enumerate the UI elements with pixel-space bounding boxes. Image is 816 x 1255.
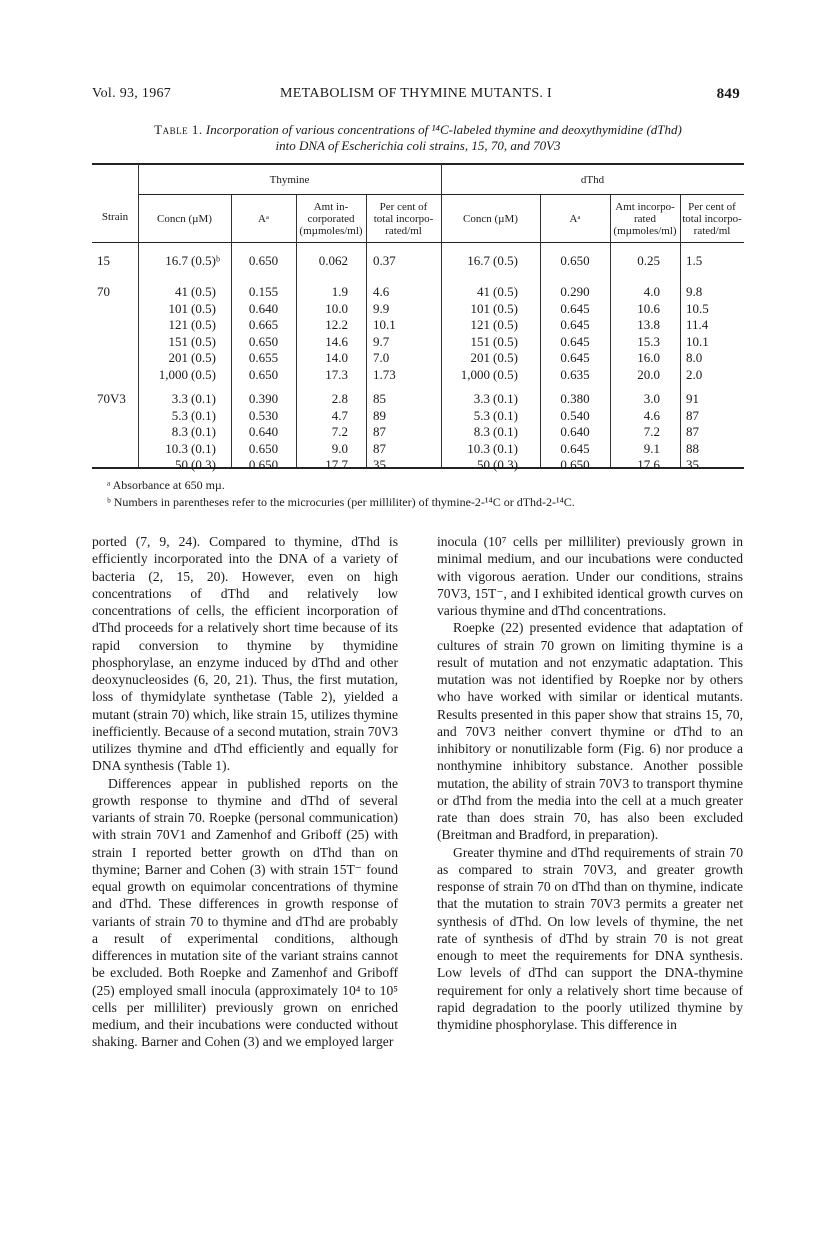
- table-cell-d-ci: (0.1): [493, 407, 518, 423]
- table-cell-d-amt: 4.6: [643, 407, 660, 423]
- table-cell-t-pct: 9.9: [373, 300, 390, 316]
- table-cell-t-conc: 1,000: [158, 366, 188, 382]
- table-cell-t-ci: (0.1): [191, 424, 216, 439]
- table-cell-d-conc: 8.3: [473, 424, 490, 439]
- header-dthd-concn: Concn (µM): [463, 213, 518, 225]
- table-cell-t-conc: 121: [168, 317, 188, 332]
- header-bottom-rule: [92, 242, 744, 243]
- table-cell-t-a: 0.530: [248, 407, 279, 423]
- table-cell-t-amt: 0.062: [318, 253, 348, 268]
- header-dthd-absorbance: Aᵃ: [569, 213, 581, 225]
- table-cell-t-pct: 10.1: [373, 317, 396, 332]
- table-cell-strain: 15: [97, 253, 110, 268]
- table-cell-t-conc: 50: [175, 457, 188, 472]
- table-cell-strain: [97, 440, 137, 457]
- header-thymine-percent: Per cent of total incorpo- rated/ml: [373, 201, 434, 237]
- running-header: [92, 86, 740, 106]
- table-cell-t-ci: (0.1): [191, 407, 216, 423]
- table-cell-d-a: 0.635: [560, 366, 590, 382]
- table-cell-t-conc: 151: [168, 333, 188, 349]
- table-cell-d-pct: 87: [686, 424, 699, 439]
- right-column: [437, 533, 743, 1033]
- table-cell-t-amt: 9.0: [331, 440, 348, 456]
- header-dthd-amount: Amt incorpo- rated (mµmoles/ml): [613, 201, 677, 237]
- col-divider: [138, 164, 139, 467]
- volume-label: Vol. 93, 1967: [92, 86, 172, 101]
- caption-line-2: into DNA of Escherichia coli strains, 15, 70, and 70V3: [275, 138, 561, 153]
- table-cell-t-pct: 89: [373, 407, 386, 423]
- table-cell-strain: [97, 300, 137, 317]
- table-cell-d-a: 0.540: [560, 407, 590, 423]
- table-cell-d-ci: (0.5): [493, 333, 518, 349]
- table-cell-t-conc: 41: [175, 284, 188, 299]
- table-cell-d-amt: 3.0: [643, 391, 660, 406]
- table-cell-d-a: 0.645: [560, 317, 590, 332]
- header-thymine-group: Thymine: [269, 174, 310, 186]
- table-cell-d-pct: 1.5: [686, 253, 703, 268]
- table-cell-d-a: 0.380: [560, 391, 590, 406]
- table-cell-d-pct: 91: [686, 391, 699, 406]
- table-cell-t-pct: 35: [373, 457, 386, 472]
- table-cell-t-amt: 17.3: [325, 366, 348, 382]
- table-cell-t-ci: (0.5): [191, 350, 216, 365]
- table-cell-d-a: 0.290: [560, 284, 590, 299]
- paragraph: Roepke (22) presented evidence that adaptation of cultures of strain 70 grown on limiting thymine is a result of mutation and not enzymatic adaptation. This mutation was not identified by Roepke nor by others who have worked with similar or identical mutants. Results presented in this paper show that strains 15, 70, and 70V3 neither convert thymine or dThd to an inhibitory or nonutilizable form (Fig. 6) nor produce a nonthymine inhibitory substance. Another possible mutation, the ability of strain 70V3 to transport thymine or dThd from the media into the cell at a much greater rate than does strain 70, has also been excluded (Breitman and Bradford, in preparation).: [437, 620, 743, 843]
- table-cell-d-ci: (0.5): [493, 366, 518, 382]
- table-cell-d-conc: 5.3: [473, 407, 490, 423]
- table-cell-strain: 70V3: [97, 391, 126, 406]
- table-cell-d-ci: (0.1): [493, 440, 518, 456]
- table-cell-t-amt: 7.2: [331, 424, 348, 439]
- table-cell-d-amt: 0.25: [637, 253, 660, 268]
- table-cell-t-conc: 8.3: [171, 424, 188, 439]
- table-cell-d-amt: 4.0: [643, 284, 660, 299]
- table-cell-d-ci: (0.5): [493, 350, 518, 365]
- table-cell-t-a: 0.655: [248, 350, 279, 365]
- table-cell-t-conc: 5.3: [171, 407, 188, 423]
- table-cell-d-pct: 9.8: [686, 284, 703, 299]
- table-cell-strain: 70: [97, 284, 110, 299]
- table-cell-t-pct: 85: [373, 391, 386, 406]
- table-cell-t-ci: (0.5): [191, 284, 216, 299]
- header-thymine-amount: Amt in- corporated (mµmoles/ml): [299, 201, 363, 237]
- table-cell-t-conc: 201: [168, 350, 188, 365]
- table-cell-t-amt: 2.8: [331, 391, 348, 406]
- table-cell-t-pct: 9.7: [373, 333, 390, 349]
- table-cell-d-ci: (0.5): [493, 300, 518, 316]
- paragraph: inocula (10⁷ cells per milliliter) previously grown in minimal medium, and our incubations were conducted with vigorous aeration. Under our conditions, strains 70V3, 15T⁻, and I exhibited identical growth curves on various thymine and dThd concentrations.: [437, 534, 743, 618]
- table-cell-d-amt: 10.6: [637, 300, 660, 316]
- table-cell-strain: [97, 366, 137, 383]
- table-cell-t-ci: (0.5): [191, 366, 216, 382]
- table-cell-strain: [97, 333, 137, 350]
- table-cell-d-conc: 3.3: [473, 391, 490, 406]
- table-cell-t-pct: 87: [373, 424, 386, 439]
- running-title: METABOLISM OF THYMINE MUTANTS. I: [280, 86, 552, 101]
- table-cell-d-pct: 88: [686, 440, 699, 456]
- table-cell-d-a: 0.650: [560, 253, 590, 268]
- paragraph: Differences appear in published reports on the growth response to thymine and dThd of several variants of strain 70. Roepke (personal communication) with strain 70V1 and Zamenhof and Griboff (25) with strain I reported better growth on dThd than on thymine; Barner and Cohen (3) with strain 15T⁻ found equal growth on equimolar concentrations of thymine and dThd. These differences in growth response of variants of strain 70 to thymine and dThd are probably a result of experimental conditions, although differences in mutation site of the variant strains cannot be excluded. Both Roepke and Zamenhof and Griboff (25) employed small inocula (approximately 10⁴ to 10⁵ cells per milliliter) previously grown on enriched medium, and their incubations were conducted without shaking. Barner and Cohen (3) and we employed larger: [92, 775, 398, 1050]
- table-cell-t-ci: (0.3): [191, 457, 216, 472]
- table-cell-t-pct: 7.0: [373, 350, 390, 365]
- table-cell-t-a: 0.650: [248, 457, 279, 472]
- table-cell-d-ci: (0.5): [493, 253, 518, 268]
- table-cell-t-a: 0.640: [248, 424, 279, 439]
- table-cell-t-conc: 16.7: [165, 253, 188, 268]
- table-cell-d-conc: 10.3: [467, 440, 490, 456]
- table-cell-strain: [97, 456, 137, 473]
- header-thymine-concn: Concn (µM): [157, 213, 212, 225]
- table-cell-t-a: 0.650: [248, 366, 279, 382]
- table-cell-d-amt: 9.1: [643, 440, 660, 456]
- table-cell-t-conc: 101: [168, 300, 188, 316]
- table-cell-t-conc: 3.3: [171, 391, 188, 406]
- table-cell-t-amt: 17.7: [325, 457, 348, 472]
- table-cell-t-ci: (0.5): [191, 317, 216, 332]
- paragraph: Greater thymine and dThd requirements of strain 70 as compared to strain 70V3, and greater growth response of strain 70 on dThd than on thymine, indicate that the mutation to strain 70V3 permits a greater net synthesis of dThd. On low levels of thymine, the net rate of synthesis of dThd by strain 70 is not great enough to meet the requirements for DNA synthesis. Low levels of dThd can support the DNA-thymine requirement for only a relatively short time because of rapid degradation to the poorly utilized thymine by thymidine phosphorylase. This difference in: [437, 844, 743, 1032]
- table-cell-d-a: 0.645: [560, 333, 590, 349]
- table-cell-d-ci: (0.5): [493, 284, 518, 299]
- page-number: 849: [716, 86, 740, 102]
- table-cell-t-a: 0.650: [248, 253, 279, 268]
- table-cell-d-conc: 121: [470, 317, 490, 332]
- table-cell-d-conc: 1,000: [460, 366, 490, 382]
- table-cell-strain: [97, 316, 137, 333]
- caption-line-1: Incorporation of various concentrations of ¹⁴C-labeled thymine and deoxythymidine (dThd): [205, 122, 682, 137]
- footnote-b: ᵇ Numbers in parentheses refer to the microcuries (per milliliter) of thymine-2-¹⁴C or dThd-2-¹⁴C.: [107, 495, 575, 509]
- table-cell-t-amt: 4.7: [331, 407, 348, 423]
- paragraph: ported (7, 9, 24). Compared to thymine, dThd is efficiently incorporated into the DNA of a variety of bacteria (2, 15, 20). However, even on high concentrations of dThd and relatively low concentrations of cells, the efficient incorporation of dThd proceeds for a relatively short time because of its rapid conversion to thymine by thymidine phosphorylase, an enzyme induced by dThd and other deoxynucleosides (6, 20, 21). Thus, the first mutation, loss of thymidylate synthetase (Table 2), yielded a mutant (strain 70) which, like strain 15, utilizes thymine inefficiently. Because of a second mutation, strain 70V3 utilizes thymine and dThd efficiently and equally for DNA synthesis (Table 1).: [92, 534, 398, 774]
- table-cell-d-pct: 2.0: [686, 366, 703, 382]
- header-thymine-absorbance: Aᵃ: [258, 213, 269, 225]
- table-cell-d-a: 0.650: [560, 457, 590, 472]
- table-cell-d-conc: 16.7: [467, 253, 490, 268]
- table-cell-d-amt: 15.3: [637, 333, 660, 349]
- table-cell-d-pct: 10.5: [686, 300, 709, 316]
- footnote-a: ᵃ Absorbance at 650 mµ.: [107, 478, 225, 492]
- table-cell-d-a: 0.640: [560, 424, 590, 439]
- table-cell-t-amt: 12.2: [325, 317, 348, 332]
- table-cell-d-amt: 17.6: [637, 457, 660, 472]
- table-top-rule: [92, 163, 744, 165]
- table-cell-d-conc: 50: [477, 457, 490, 472]
- table-cell-t-amt: 1.9: [331, 284, 348, 299]
- table-cell-t-conc: 10.3: [165, 440, 188, 456]
- table-cell-d-pct: 10.1: [686, 333, 709, 349]
- table-cell-t-ci: (0.1): [191, 391, 216, 406]
- table-cell-d-ci: (0.5): [493, 317, 518, 332]
- table-cell-d-ci: (0.1): [493, 391, 518, 406]
- table-label: Table 1.: [154, 122, 203, 137]
- table-cell-d-a: 0.645: [560, 300, 590, 316]
- header-dthd-group: dThd: [580, 174, 605, 186]
- table-cell-d-a: 0.645: [560, 440, 590, 456]
- header-strain: Strain: [101, 211, 129, 223]
- table-cell-d-pct: 35: [686, 457, 699, 472]
- table-cell-t-a: 0.665: [248, 317, 279, 332]
- table-cell-d-amt: 13.8: [637, 317, 660, 332]
- table-cell-strain: [97, 423, 137, 440]
- table-cell-t-ci: (0.1): [191, 440, 216, 456]
- table-cell-t-pct: 0.37: [373, 253, 396, 268]
- table-cell-t-amt: 14.0: [325, 350, 348, 365]
- table-cell-t-a: 0.640: [248, 300, 279, 316]
- table-cell-strain: [97, 349, 137, 366]
- table-cell-t-pct: 87: [373, 440, 386, 456]
- table-cell-t-ci: (0.5)ᵇ: [191, 253, 220, 268]
- header-dthd-percent: Per cent of total incorpo- rated/ml: [682, 201, 742, 237]
- table-cell-t-a: 0.390: [248, 391, 279, 406]
- table-cell-d-conc: 151: [470, 333, 490, 349]
- table-cell-d-amt: 16.0: [637, 350, 660, 365]
- table-cell-d-pct: 8.0: [686, 350, 703, 365]
- table-cell-t-amt: 14.6: [325, 333, 348, 349]
- table-cell-d-a: 0.645: [560, 350, 590, 365]
- table-cell-t-pct: 1.73: [373, 366, 396, 382]
- table-cell-d-conc: 201: [470, 350, 490, 365]
- table-cell-d-ci: (0.1): [493, 424, 518, 439]
- table-cell-d-amt: 7.2: [643, 424, 660, 439]
- table-cell-d-ci: (0.3): [493, 457, 518, 472]
- table-cell-d-amt: 20.0: [637, 366, 660, 382]
- table-cell-strain: [97, 407, 137, 424]
- table-cell-t-a: 0.155: [248, 284, 279, 299]
- left-column: [92, 533, 398, 1051]
- table-cell-d-conc: 101: [470, 300, 490, 316]
- table-caption: [92, 122, 744, 154]
- table-cell-t-ci: (0.5): [191, 333, 216, 349]
- table-cell-d-pct: 11.4: [686, 317, 709, 332]
- table-cell-t-ci: (0.5): [191, 300, 216, 316]
- table-cell-t-a: 0.650: [248, 440, 279, 456]
- table-cell-d-conc: 41: [477, 284, 490, 299]
- table-cell-t-a: 0.650: [248, 333, 279, 349]
- table-cell-d-pct: 87: [686, 407, 699, 423]
- table-cell-t-amt: 10.0: [325, 300, 348, 316]
- table-cell-t-pct: 4.6: [373, 284, 390, 299]
